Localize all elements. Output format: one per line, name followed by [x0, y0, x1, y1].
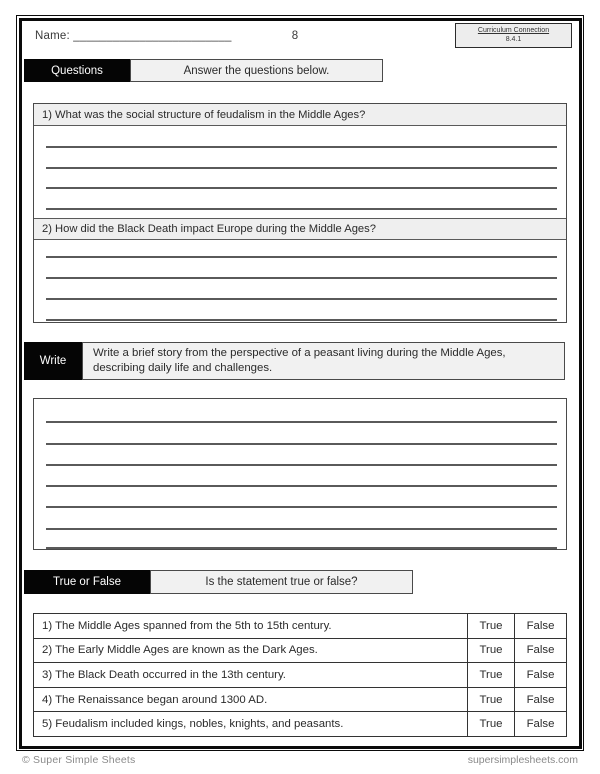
question-1-text: 1) What was the social structure of feudalism in the Middle Ages?	[34, 104, 566, 126]
question-1-answer-line[interactable]	[46, 167, 557, 169]
write-answer-line[interactable]	[46, 547, 557, 549]
statement-4-false-option[interactable]: False	[514, 688, 566, 712]
statement-2-false-option[interactable]: False	[514, 639, 566, 663]
table-row	[34, 638, 566, 663]
statement-3: 3) The Black Death occurred in the 13th century.	[42, 668, 286, 681]
table-row	[34, 711, 566, 736]
write-section-label: Write	[24, 342, 82, 380]
question-1-answer-line[interactable]	[46, 146, 557, 148]
question-1-answer-line[interactable]	[46, 187, 557, 189]
write-box	[33, 398, 567, 550]
true-false-section-label: True or False	[24, 570, 150, 594]
questions-box	[33, 103, 567, 323]
footer-copyright: © Super Simple Sheets	[22, 754, 136, 766]
write-answer-line[interactable]	[46, 421, 557, 423]
statement-3-true-option[interactable]: True	[467, 663, 514, 687]
curriculum-title: Curriculum Connection	[477, 27, 550, 34]
statement-1: 1) The Middle Ages spanned from the 5th to 15th century.	[42, 619, 332, 632]
page-number: 8	[291, 30, 299, 42]
statement-1-false-option[interactable]: False	[514, 614, 566, 638]
statement-3-false-option[interactable]: False	[514, 663, 566, 687]
name-label: Name:	[35, 30, 70, 42]
statement-2-true-option[interactable]: True	[467, 639, 514, 663]
statement-4: 4) The Renaissance began around 1300 AD.	[42, 693, 268, 706]
write-answer-line[interactable]	[46, 485, 557, 487]
question-2-answer-line[interactable]	[46, 256, 557, 258]
question-2-text: 2) How did the Black Death impact Europe during the Middle Ages?	[34, 218, 566, 240]
true-false-table	[33, 613, 567, 737]
statement-1-true-option[interactable]: True	[467, 614, 514, 638]
curriculum-code: 8.4.1	[505, 36, 522, 43]
questions-section-label: Questions	[24, 59, 130, 82]
table-row	[34, 614, 566, 638]
write-answer-line[interactable]	[46, 443, 557, 445]
question-2-answer-line[interactable]	[46, 277, 557, 279]
write-answer-line[interactable]	[46, 464, 557, 466]
write-answer-line[interactable]	[46, 506, 557, 508]
question-1-answer-line[interactable]	[46, 208, 557, 210]
statement-5-false-option[interactable]: False	[514, 712, 566, 736]
name-input-line[interactable]: ________________________	[73, 30, 232, 42]
table-row	[34, 687, 566, 712]
true-false-instruction: Is the statement true or false?	[150, 570, 413, 594]
question-2-answer-line[interactable]	[46, 319, 557, 321]
curriculum-connection-box	[455, 23, 572, 48]
questions-instruction: Answer the questions below.	[130, 59, 383, 82]
footer-website: supersimplesheets.com	[467, 754, 578, 766]
statement-5: 5) Feudalism included kings, nobles, knights, and peasants.	[42, 718, 344, 731]
table-row	[34, 662, 566, 687]
question-2-answer-line[interactable]	[46, 298, 557, 300]
statement-4-true-option[interactable]: True	[467, 688, 514, 712]
write-answer-line[interactable]	[46, 528, 557, 530]
statement-5-true-option[interactable]: True	[467, 712, 514, 736]
name-row	[35, 30, 232, 42]
write-instruction: Write a brief story from the perspective of a peasant living during the Middle Ages, describing daily life and challenges.	[82, 342, 565, 380]
statement-2: 2) The Early Middle Ages are known as the Dark Ages.	[42, 644, 318, 657]
